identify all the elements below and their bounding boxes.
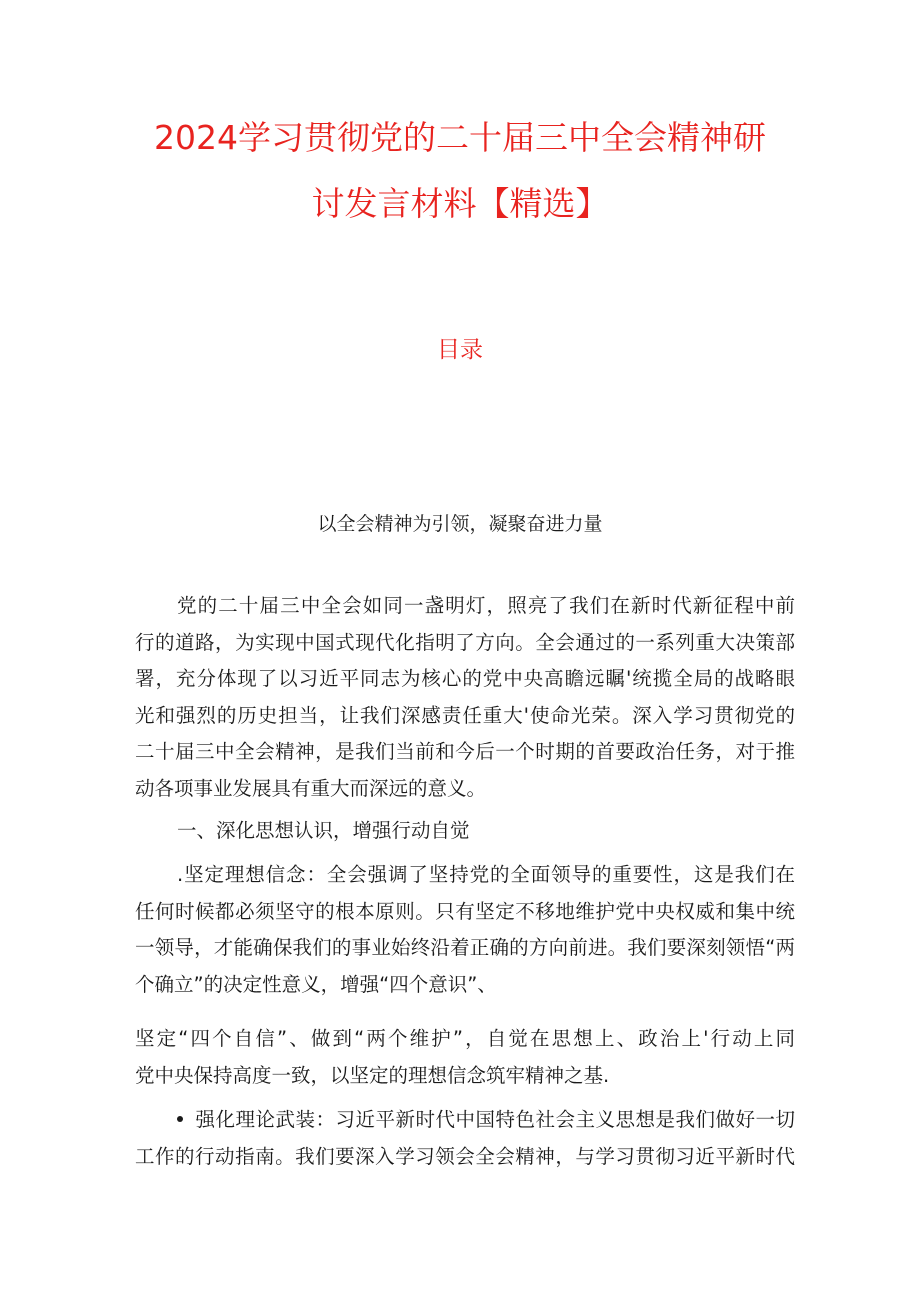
paragraph-line: .坚定理想信念：全会强调了坚持党的全面领导的重要性，这是我们在: [177, 863, 795, 886]
paragraph-line: [135, 1102, 795, 1139]
paragraph-ideals-continued: [135, 1021, 795, 1094]
paragraph-line: 工作的行动指南。我们要深入学习领会全会精神，与学习贯彻习近平新时代: [135, 1144, 795, 1168]
section-subtitle: 以全会精神为引领，凝聚奋进力量: [317, 513, 603, 535]
paragraph-line: 光和强烈的历史担当，让我们深感责任重大'使命光荣。深入学习贯彻党的: [135, 703, 795, 727]
paragraph-line: 个确立”的决定性意义，增强“四个意识”、: [135, 972, 497, 996]
document-title-line-1: 2024学习贯彻党的二十届三中全会精神研: [154, 118, 766, 157]
paragraph-line: 党的二十届三中全会如同一盏明灯，照亮了我们在新时代新征程中前: [177, 594, 795, 617]
paragraph-line: 动各项事业发展具有重大而深远的意义。: [135, 776, 487, 800]
section-heading-1: 一、深化思想认识，增强行动自觉: [177, 819, 470, 842]
bullet-icon: [177, 1116, 183, 1122]
paragraph-ideals: [135, 857, 795, 1003]
paragraph-line: 任何时候都必须坚守的根本原则。只有坚定不移地维护党中央权威和集中统: [135, 899, 795, 923]
paragraph-line-text: 强化理论武装：习近平新时代中国特色社会主义思想是我们做好一切: [195, 1108, 795, 1131]
paragraph-intro: [135, 588, 795, 808]
paragraph-theory: [135, 1102, 795, 1175]
paragraph-line: 坚定“四个自信”、做到“两个维护”，自觉在思想上、政治上'行动上同: [135, 1027, 795, 1050]
paragraph-line: 党中央保持高度一致，以坚定的理想信念筑牢精神之基.: [135, 1063, 610, 1087]
paragraph-line: 二十届三中全会精神，是我们当前和今后一个时期的首要政治任务，对于推: [135, 740, 795, 764]
paragraph-line: 行的道路，为实现中国式现代化指明了方向。全会通过的一系列重大决策部: [135, 630, 795, 654]
table-of-contents-heading: 目录: [437, 337, 483, 363]
paragraph-line: 一领导，才能确保我们的事业始终沿着正确的方向前进。我们要深刻领悟“两: [135, 936, 795, 960]
document-title-line-2: 讨发言材料【精选】: [311, 184, 609, 223]
paragraph-line: 署，充分体现了以习近平同志为核心的党中央高瞻远瞩'统揽全局的战略眼: [135, 667, 795, 691]
